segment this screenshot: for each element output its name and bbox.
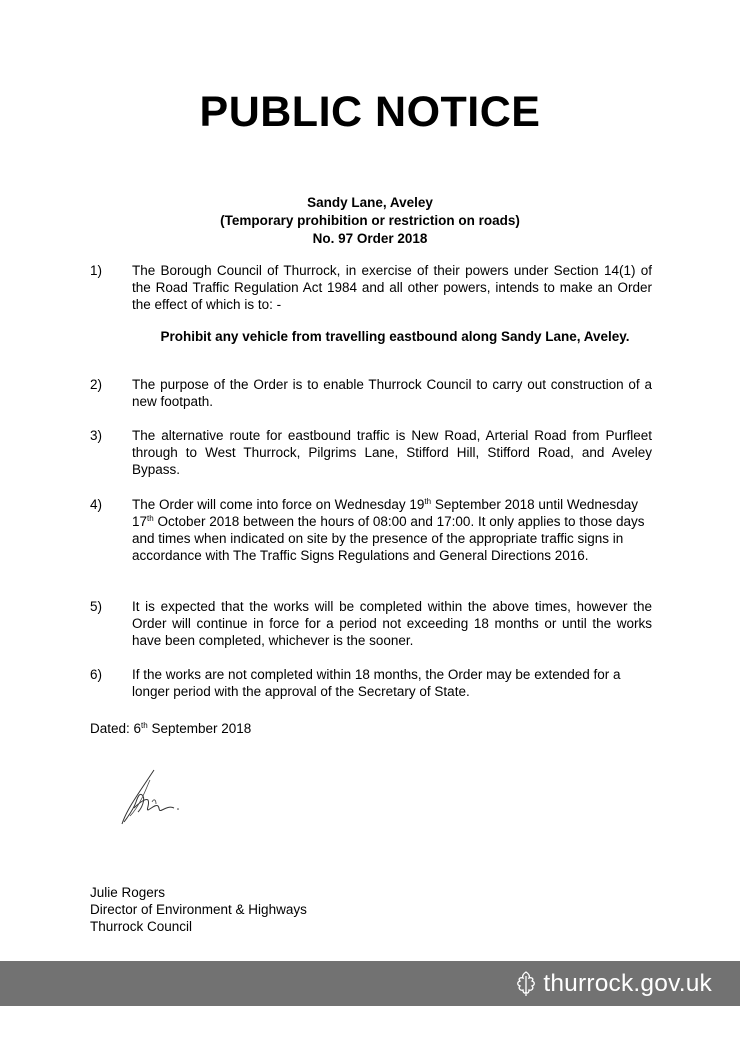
signatory-title: Director of Environment & Highways bbox=[90, 902, 307, 917]
ordinal-suffix: th bbox=[147, 514, 154, 523]
date-rest: September 2018 bbox=[147, 721, 252, 736]
item-text: It is expected that the works will be completed within the above times, however the Order will continue in force for a period not exceeding 18 months or until the works have been completed, whichever is the sooner. bbox=[132, 599, 652, 648]
footer-bar bbox=[0, 961, 740, 1006]
item-number: 6) bbox=[90, 667, 103, 682]
signatory-name: Julie Rogers bbox=[90, 885, 166, 900]
item-text: The alternative route for eastbound traffic is New Road, Arterial Road from Purfleet through to West Thurrock, Pilgrims Lane, Stifford Hill, Stifford Road, and Aveley Bypass. bbox=[132, 428, 652, 477]
item-text: If the works are not completed within 18 months, the Order may be extended for a longer period with the approval of the Secretary of State. bbox=[132, 667, 621, 699]
item-number: 2) bbox=[90, 377, 103, 392]
ordinal-suffix: th bbox=[424, 497, 432, 506]
prohibition-statement: Prohibit any vehicle from travelling eastbound along Sandy Lane, Aveley. bbox=[160, 329, 630, 344]
signatory-organisation: Thurrock Council bbox=[90, 919, 193, 934]
signature bbox=[112, 762, 192, 832]
notice-item-5 bbox=[90, 598, 652, 649]
footer-brand bbox=[514, 967, 712, 1001]
item-number: 3) bbox=[90, 428, 103, 443]
ordinal-suffix: th bbox=[141, 721, 148, 730]
notice-subheading bbox=[0, 194, 740, 248]
notice-item-4 bbox=[90, 496, 652, 564]
item-number: 5) bbox=[90, 599, 103, 614]
item-number: 1) bbox=[90, 263, 103, 278]
notice-item-6 bbox=[90, 666, 652, 700]
date-prefix: Dated: 6 bbox=[90, 721, 142, 736]
item-text: The Borough Council of Thurrock, in exercise of their powers under Section 14(1) of the Road Traffic Regulation Act 1984 and all other powers, intends to make an Order the effect of which is to: - bbox=[132, 263, 652, 312]
notice-item-3 bbox=[90, 427, 652, 478]
road-name: Sandy Lane, Aveley bbox=[307, 195, 433, 210]
order-type: (Temporary prohibition or restriction on roads) bbox=[220, 213, 520, 228]
notice-heading: PUBLIC NOTICE bbox=[199, 88, 541, 136]
signoff-block bbox=[90, 884, 307, 935]
oak-leaf-icon bbox=[514, 970, 538, 998]
item-text-part: October 2018 between the hours of 08:00 and 17:00. It only applies to those days and times when indicated on site by the presence of the appropriate traffic signs in accordance with The Traffic Signs Regulations and General Directions 2016. bbox=[132, 514, 645, 563]
footer-url[interactable]: thurrock.gov.uk bbox=[543, 970, 712, 997]
item-text-part: September 2018 until Wednesday 17 bbox=[132, 497, 638, 529]
order-number: No. 97 Order 2018 bbox=[312, 231, 428, 246]
item-number: 4) bbox=[90, 497, 103, 512]
notice-item-2 bbox=[90, 376, 652, 410]
date-line bbox=[90, 720, 251, 737]
item-text bbox=[132, 496, 652, 564]
notice-item-1 bbox=[90, 262, 652, 313]
item-text: The purpose of the Order is to enable Thurrock Council to carry out construction of a new footpath. bbox=[132, 377, 652, 409]
item-text-part: The Order will come into force on Wednesday 19 bbox=[132, 497, 425, 512]
